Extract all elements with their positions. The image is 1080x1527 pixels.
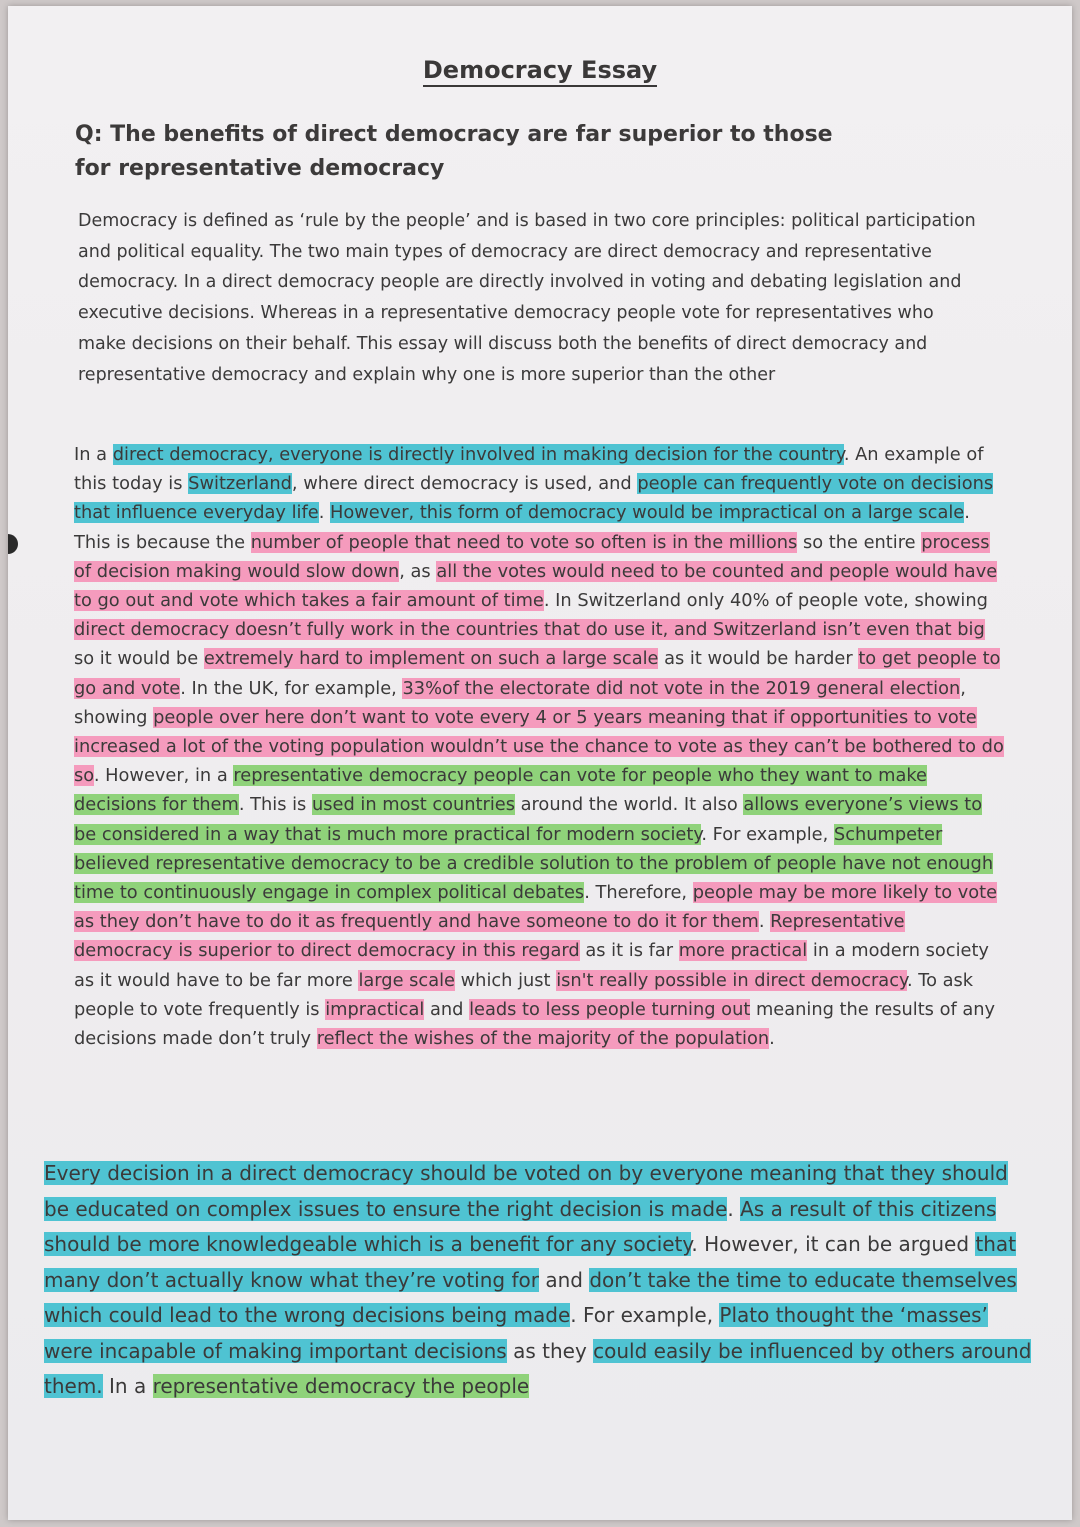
highlighted-text-pink: people may be more likely to vote as they don’t have to do it as frequently and have someone to do it for them bbox=[74, 882, 998, 933]
text-run: Democracy is defined as ‘rule by the people’ and is based in two core principles: political participation and political equality. The two main types of democracy are direct democracy and representative democracy. In a direct democracy people are directly involved in voting and debating legislation and executive decisions. Whereas in a representative democracy people vote for representatives who make decisions on their behalf. This essay will discuss both the benefits of direct democracy and representative democracy and explain why one is more superior than the other bbox=[78, 211, 976, 385]
highlighted-text-blue: don’t take the time to educate themselves which could lead to the wrong decisions being made bbox=[44, 1267, 1017, 1327]
text-run: . This is bbox=[238, 794, 312, 816]
text-run: . However, it can be argued bbox=[691, 1232, 976, 1256]
text-run: . bbox=[727, 1196, 741, 1221]
text-run: . For example, bbox=[701, 823, 834, 845]
highlighted-text-pink: isn't really possible in direct democracy bbox=[556, 969, 907, 991]
highlighted-text-green: representative democracy the people bbox=[152, 1374, 530, 1398]
highlighted-text-pink: to get people to go and vote bbox=[74, 648, 1001, 699]
highlighted-text-blue: people can frequently vote on decisions that influence everyday life bbox=[74, 473, 994, 524]
highlighted-text-blue: Plato thought the ‘masses’ were incapable of making important decisions bbox=[44, 1303, 988, 1363]
highlighted-text-blue: Every decision in a direct democracy should be voted on by everyone meaning that they should be educated on complex issues to ensure the right decision is made bbox=[44, 1161, 1008, 1221]
highlighted-text-green: Schumpeter believed representative democracy to be a credible solution to the problem of people have not enough time to continuously engage in complex political debates bbox=[74, 823, 994, 904]
text-run: as they bbox=[506, 1338, 594, 1363]
text-run: . This is because the bbox=[74, 502, 970, 553]
highlighted-text-pink: Representative democracy is superior to direct democracy in this regard bbox=[74, 911, 905, 962]
text-run: In a bbox=[102, 1374, 153, 1398]
text-run: , showing bbox=[74, 677, 966, 728]
highlighted-text-pink: reflect the wishes of the majority of the population bbox=[316, 1028, 770, 1050]
text-run: . However, in a bbox=[93, 765, 234, 787]
text-run: . bbox=[769, 1028, 775, 1050]
page-title bbox=[8, 56, 1072, 84]
highlighted-text-blue: As a result of this citizens should be more knowledgeable which is a benefit for any society bbox=[44, 1196, 997, 1256]
highlighted-text-green: representative democracy people can vote for people who they want to make decisions for them bbox=[74, 765, 927, 816]
text-run: and bbox=[424, 998, 470, 1020]
text-run: in a modern society as it would have to be far more bbox=[74, 940, 989, 991]
text-run: which just bbox=[454, 969, 557, 991]
text-run: and bbox=[538, 1267, 590, 1292]
punch-hole bbox=[8, 534, 18, 554]
highlighted-text-pink: large scale bbox=[358, 969, 455, 991]
highlighted-text-pink: leads to less people turning out bbox=[469, 998, 751, 1020]
highlighted-text-blue: Switzerland bbox=[188, 473, 292, 495]
paragraph-introduction bbox=[78, 206, 983, 390]
highlighted-text-green: used in most countries bbox=[311, 794, 515, 816]
highlighted-text-pink: number of people that need to vote so often is in the millions bbox=[250, 531, 798, 553]
highlighted-text-green: allows everyone’s views to be considered in a way that is much more practical for modern society bbox=[74, 794, 983, 845]
essay-question: Q: The benefits of direct democracy are far superior to those for representative democracy bbox=[75, 122, 833, 181]
text-run: so the entire bbox=[797, 531, 922, 553]
text-run: . In Switzerland only 40% of people vote, showing bbox=[543, 590, 988, 612]
text-run: . Therefore, bbox=[584, 882, 693, 904]
highlighted-text-blue: direct democracy, everyone is directly involved in making decision for the country bbox=[112, 444, 844, 465]
highlighted-text-pink: direct democracy doesn’t fully work in the countries that do use it, and Switzerland isn’t even that big bbox=[74, 619, 985, 641]
highlighted-text-blue: could easily be influenced by others around them. bbox=[44, 1338, 1032, 1398]
highlighted-text-pink: more practical bbox=[678, 940, 808, 962]
highlighted-text-pink: all the votes would need to be counted and people would have to go out and vote which takes a fair amount of time bbox=[74, 560, 998, 612]
text-run: , where direct democracy is used, and bbox=[291, 473, 638, 495]
essay-sheet bbox=[8, 6, 1072, 1520]
text-run: , as bbox=[399, 560, 437, 582]
text-run: . bbox=[758, 911, 771, 933]
paragraph-education bbox=[44, 1156, 1039, 1405]
text-run: . An example of this today is bbox=[74, 444, 984, 495]
text-run: . In the UK, for example, bbox=[180, 677, 403, 699]
paragraph-practicality bbox=[74, 440, 1004, 1053]
text-run: as it is far bbox=[579, 940, 679, 962]
highlighted-text-pink: 33%of the electorate did not vote in the 2019 general election bbox=[402, 677, 961, 699]
title-text: Democracy Essay bbox=[423, 56, 657, 87]
text-run: . bbox=[318, 502, 331, 524]
highlighted-text-blue: However, this form of democracy would be impractical on a large scale bbox=[330, 502, 965, 524]
highlighted-text-pink: process of decision making would slow down bbox=[74, 531, 990, 582]
text-run: . To ask people to vote frequently is bbox=[74, 969, 974, 1020]
highlighted-text-pink: impractical bbox=[325, 998, 425, 1020]
text-run: around the world. It also bbox=[514, 794, 744, 816]
highlighted-text-pink: people over here don’t want to vote every 4 or 5 years meaning that if opportunities to vote increased a lot of the voting population wouldn’t use the chance to vote as they can’t be bothered to do so bbox=[74, 706, 1004, 787]
text-run: meaning the results of any decisions made don’t truly bbox=[74, 998, 996, 1050]
text-run: In a bbox=[74, 444, 113, 465]
text-run: as it would be harder bbox=[658, 648, 859, 670]
highlighted-text-pink: extremely hard to implement on such a large scale bbox=[203, 648, 659, 670]
text-run: . For example, bbox=[570, 1303, 720, 1327]
highlighted-text-blue: that many don’t actually know what they’re voting for bbox=[44, 1232, 1016, 1292]
text-run: so it would be bbox=[74, 648, 204, 670]
